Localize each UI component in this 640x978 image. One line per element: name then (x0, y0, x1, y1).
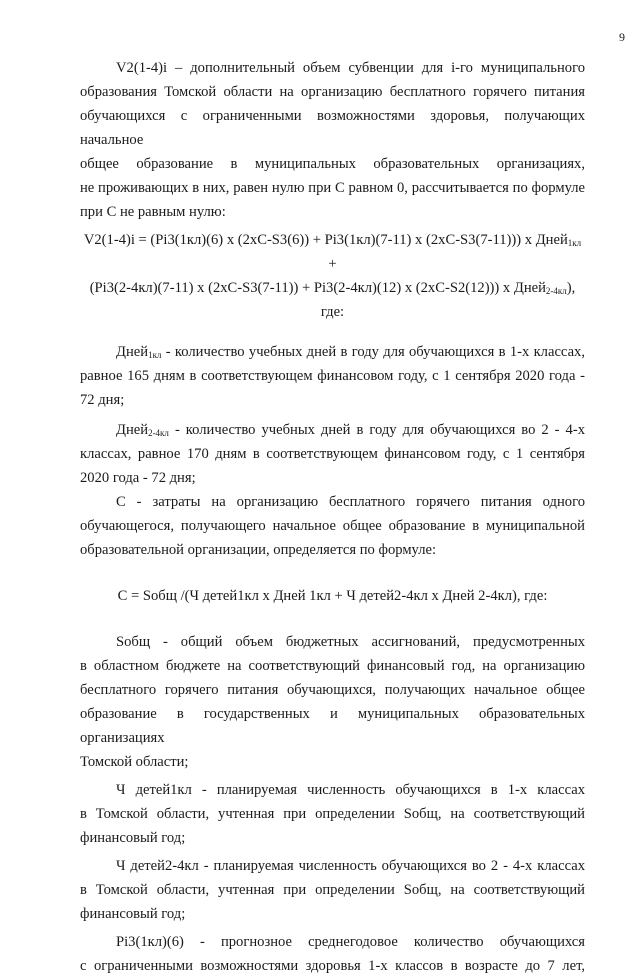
text-line: в Томской области, учтенная при определении Sобщ, на соответствующий (80, 806, 585, 822)
text-line: Ч детей2-4кл - планируемая численность обучающихся во 2 - 4-х классах (116, 858, 585, 874)
text-line: с ограниченными возможностями здоровья 1-х классов в возрасте до 7 лет, (80, 958, 585, 974)
text-line: бесплатного горячего питания обучающихся, получающих начальное общее (80, 682, 585, 698)
paragraph-c-definition (80, 490, 585, 562)
paragraph-pi-definition (80, 930, 585, 978)
text-line: 2020 года - 72 дня; (80, 470, 196, 486)
formula-c: C = Sобщ /(Ч детей1кл x Дней 1кл + Ч детей2-4кл x Дней 2-4кл), где: (117, 588, 548, 604)
text-line: не проживающих в них, равен нулю при С равном 0, рассчитывается по формуле (80, 180, 585, 196)
text-line: V2(1-4)i – дополнительный объем субвенции для i-го муниципального (116, 60, 585, 76)
text-line: в областном бюджете на соответствующий финансовый год, на организацию (80, 658, 585, 674)
text-line: в Томской области, учтенная при определении Sобщ, на соответствующий (80, 882, 585, 898)
text-line: образования Томской области на организацию бесплатного горячего питания (80, 84, 585, 100)
formula-line: V2(1-4)i = (Pi3(1кл)(6) x (2xC-S3(6)) + Pi3(1кл)(7-11) x (2xC-S3(7-11))) x Дней$_{1кл}$ + (83, 232, 582, 272)
page-number: 9 (619, 30, 625, 44)
text-line: образование в государственных и муниципальных образовательных организациях (80, 706, 585, 746)
text-line: Дней$_{1кл}$ - количество учебных дней в году для обучающихся в 1-х классах, (116, 344, 585, 360)
paragraph-v2-definition (80, 56, 585, 224)
text-line: равное 165 дням в соответствующем финансовом году, с 1 сентября 2020 года - (80, 368, 585, 384)
text-line: при С не равным нулю: (80, 204, 226, 220)
text-line: Sобщ - общий объем бюджетных ассигнований, предусмотренных (116, 634, 585, 650)
text-line: финансовый год; (80, 906, 186, 922)
formula-v2 (80, 228, 585, 324)
text-line: Томской области; (80, 754, 189, 770)
paragraph-days-2-4kl (80, 418, 585, 490)
text-line: 72 дня; (80, 392, 125, 408)
text-line: обучающихся с ограниченными возможностями здоровья, получающих начальное (80, 108, 585, 148)
text-line: C - затраты на организацию бесплатного горячего питания одного (116, 494, 585, 510)
text-line: обучающегося, получающего начальное общее образование в муниципальной (80, 518, 585, 534)
text-line: финансовый год; (80, 830, 186, 846)
text-line: Дней$_{2-4кл}$ - количество учебных дней в году для обучающихся во 2 - 4-х (116, 422, 585, 438)
formula-line: (Pi3(2-4кл)(7-11) x (2xC-S3(7-11)) + Pi3(2-4кл)(12) x (2xC-S2(12))) x Дней$_{2-4кл}$), где: (89, 280, 576, 320)
paragraph-ch-2-4kl (80, 854, 585, 926)
text-line: Pi3(1кл)(6) - прогнозное среднегодовое количество обучающихся (116, 934, 585, 950)
paragraph-days-1kl (80, 340, 585, 412)
paragraph-sobsh-definition (80, 630, 585, 774)
document-body (80, 56, 585, 978)
text-line: Ч детей1кл - планируемая численность обучающихся в 1-х классах (116, 782, 585, 798)
paragraph-ch-1kl (80, 778, 585, 850)
text-line: классах, равное 170 дням в соответствующем финансовом году, с 1 сентября (80, 446, 585, 462)
text-line: общее образование в муниципальных образовательных организациях, (80, 156, 585, 172)
text-line: образовательной организации, определяется по формуле: (80, 542, 437, 558)
